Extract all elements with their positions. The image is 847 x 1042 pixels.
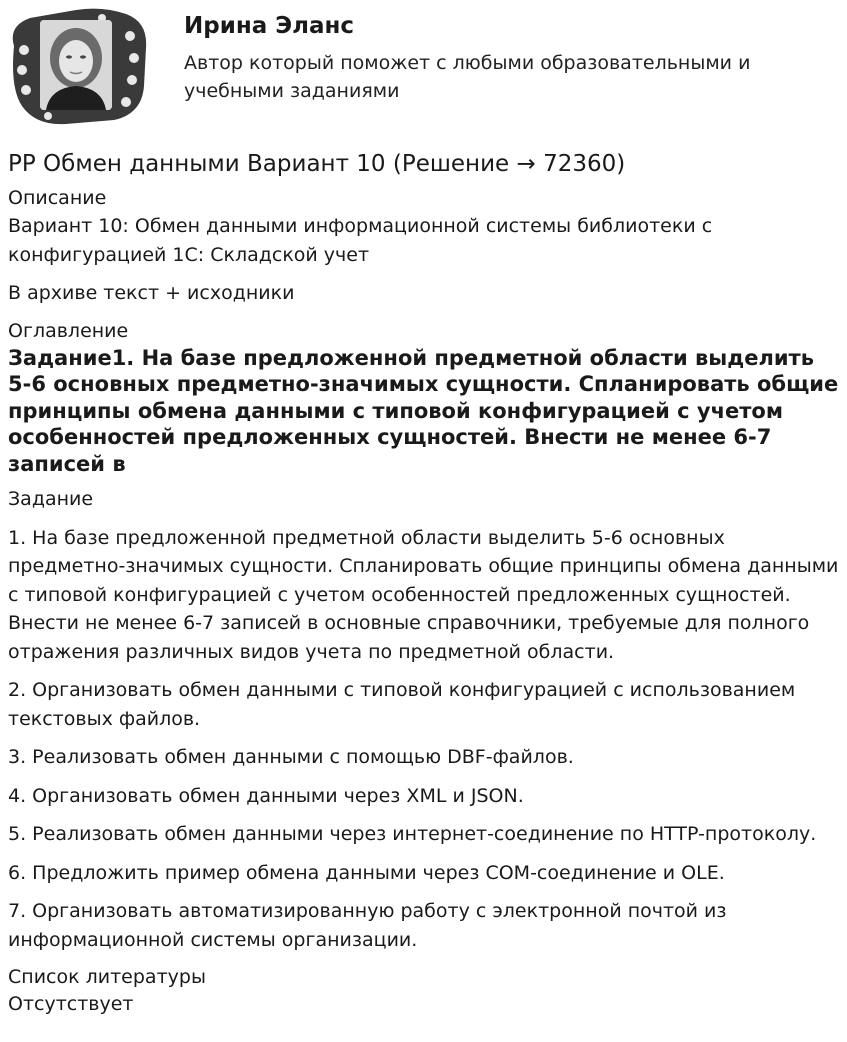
- document-content: [8, 148, 844, 1018]
- task-item: 5. Реализовать обмен данными через интернет-соединение по HTTP-протоколу.: [8, 823, 817, 845]
- task-label: Задание: [8, 488, 94, 510]
- avatar-film-frame: [6, 6, 152, 126]
- description-label: Описание: [8, 187, 107, 209]
- author-bio: Автор который поможет с любыми образовательными и учебными заданиями: [184, 52, 751, 102]
- document-title: РР Обмен данными Вариант 10 (Решение → 72360): [8, 151, 626, 177]
- task-item: 6. Предложить пример обмена данными через COM-соединение и OLE.: [8, 861, 725, 884]
- task-item: 2. Организовать обмен данными с типовой конфигурацией с использованием текстовых файлов.: [8, 679, 796, 730]
- archive-note: В архиве текст + исходники: [8, 282, 295, 304]
- toc-label: Оглавление: [8, 319, 129, 342]
- literature-value: Отсутствует: [8, 993, 134, 1015]
- task-list: [8, 524, 844, 955]
- literature-label: Список литературы: [8, 966, 206, 988]
- task-item: 7. Организовать автоматизированную работу с электронной почтой из информационной системы организации.: [8, 900, 727, 951]
- description-text: Вариант 10: Обмен данными информационной системы библиотеки с конфигурацией 1С: Складской учет: [8, 215, 713, 266]
- toc-heading: Задание1. На базе предложенной предметной области выделить 5-6 основных предметно-значимых сущности. Спланировать общие принципы обмена данными с типовой конфигурацией с учетом особенностей предложенных сущностей. Внести не менее 6-7 записей в: [8, 345, 839, 476]
- author-name: Ирина Эланс: [184, 13, 355, 39]
- author-avatar: [6, 6, 152, 126]
- task-item: 4. Организовать обмен данными через XML и JSON.: [8, 784, 524, 807]
- task-item: 1. На базе предложенной предметной области выделить 5-6 основных предметно-значимых сущности. Спланировать общие принципы обмена данными с типовой конфигурацией с учетом особенностей предложенных сущностей. Внести не менее 6-7 записей в основные справочники, требуемые для полного отражения различных видов учета по предметной области.: [8, 526, 839, 663]
- task-item: 3. Реализовать обмен данными с помощью DBF-файлов.: [8, 746, 574, 768]
